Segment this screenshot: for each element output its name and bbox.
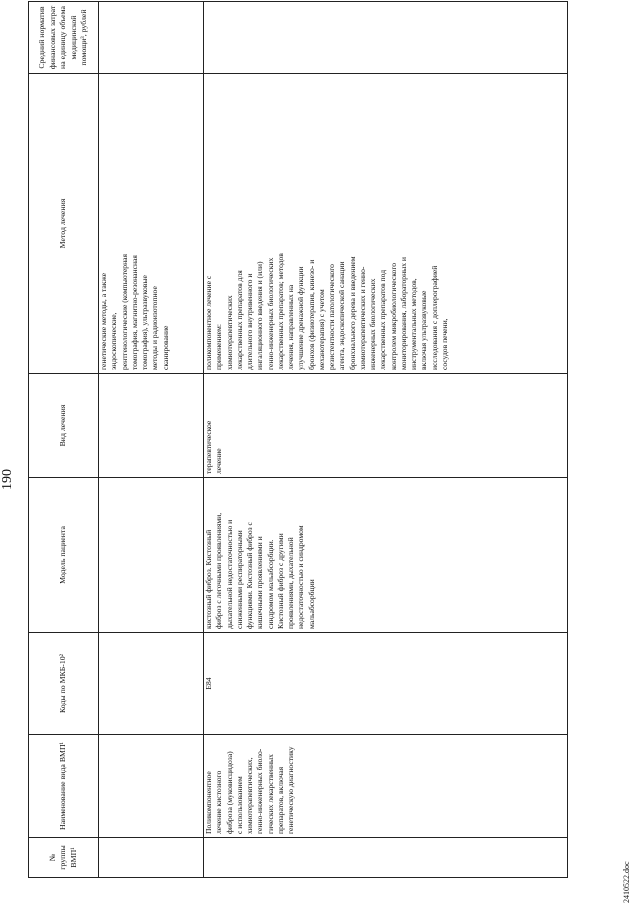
- text-line: фиброза (муковисцидоза): [224, 751, 234, 834]
- text-line: исследования с доплерографией: [429, 265, 439, 370]
- cell-treatment-type: [99, 374, 204, 478]
- cell-avg-cost: [204, 2, 568, 74]
- text-line: бронхиального дерева и введением: [347, 256, 357, 370]
- text-line: лечение кистозного: [214, 770, 224, 834]
- text-line: улучшение дренажной функции: [296, 266, 306, 370]
- vmp-table: [28, 1, 568, 878]
- cell-patient-model: [204, 478, 568, 633]
- text-line: Поликомпонентное: [204, 771, 213, 834]
- text-line: лечения, направленных на: [286, 284, 295, 370]
- header-avg-cost: Средний норматив финансовых затрат на единицу объема медицинской помощи³, рублей: [29, 2, 99, 74]
- header-treatment-method: Метод лечения: [29, 74, 99, 374]
- cell-group-no: [204, 838, 568, 878]
- text-line: синдромом мальабсорбции.: [265, 539, 275, 629]
- text-line: функциями. Кистозный фиброз с: [245, 522, 254, 629]
- text-line: контролем микробиологического: [388, 262, 398, 370]
- text-line: Кистозный фиброз с другими: [275, 533, 285, 629]
- text-line: длительного внутривенного и: [245, 273, 254, 370]
- text-line: агента, эндоскопической санации: [337, 261, 347, 370]
- text-line: лечение: [214, 448, 224, 474]
- cell-icd-codes: [99, 633, 204, 735]
- text-line: химиотерапевтических и генно-: [357, 266, 367, 370]
- table-row: [204, 2, 568, 878]
- text-line: рентгенологические (компьютерная: [119, 253, 129, 370]
- text-line: бронхов (физиотерапия, кинезо- и: [306, 259, 316, 370]
- cell-treatment-method: [99, 74, 204, 374]
- text-line: лекарственных препаратов; методов: [275, 253, 285, 370]
- text-line: включая ультразвуковые: [419, 290, 429, 370]
- cell-treatment-type: [204, 374, 568, 478]
- cell-patient-model: [99, 478, 204, 633]
- text-line: мальабсорбции: [306, 579, 316, 629]
- header-patient-model: Модель пациента: [29, 478, 99, 633]
- text-line: сниженными респираторными: [234, 530, 244, 629]
- text-line: инструментальных методов,: [409, 278, 418, 370]
- text-line: томография, магнитно-резонансная: [129, 255, 139, 370]
- text-line: инженерных биологических: [368, 278, 377, 370]
- text-line: генно-инженерных биоло-: [255, 748, 265, 834]
- table-row: [99, 2, 204, 878]
- text-line: применением:: [214, 324, 224, 370]
- text-line: сосудов печени,: [439, 318, 449, 370]
- cell-avg-cost: [99, 2, 204, 74]
- cell-vmp-name: [204, 735, 568, 838]
- page-number: 190: [0, 469, 15, 490]
- text-line: методы и радиоизотопное: [150, 286, 160, 370]
- cell-group-no: [99, 838, 204, 878]
- text-line: препаратов, включая: [275, 766, 285, 834]
- text-line: терапевтическое: [204, 420, 213, 474]
- text-line: проявлениями, дыхательной: [286, 537, 295, 629]
- footer-filename: 2410522.doc: [622, 861, 631, 903]
- text-line: с использованием: [234, 776, 244, 834]
- text-line: сканирование: [160, 325, 170, 370]
- text-line: дыхательной недостаточностью и: [224, 519, 234, 629]
- text-line: томография), ультразвуковые: [140, 275, 149, 370]
- text-line: лекарственных препаратов для: [234, 270, 244, 370]
- text-line: кистозный фиброз. Кистозный: [204, 529, 213, 629]
- text-line: кишечными проявлениями и: [255, 536, 265, 629]
- text-line: эндоскопические,: [109, 312, 119, 370]
- table-header-row: [29, 2, 99, 878]
- text-line: генно-инженерных биологических: [265, 257, 275, 370]
- text-line: фиброз с легочными проявлениями,: [214, 512, 224, 629]
- text-line: химиотерапевтических,: [245, 757, 254, 834]
- text-line: поликомпонентное лечение с: [204, 275, 213, 370]
- header-treatment-type: Вид лечения: [29, 374, 99, 478]
- header-icd-codes: Коды по МКБ-10²: [29, 633, 99, 735]
- header-vmp-name: Наименование вида ВМП¹: [29, 735, 99, 838]
- text-line: химиотерапевтических: [224, 295, 234, 370]
- text-line: недостаточностью и синдромом: [296, 525, 306, 629]
- text-line: генетические методы, а также: [99, 273, 108, 370]
- cell-vmp-name: [99, 735, 204, 838]
- text-line: гических лекарственных: [265, 754, 275, 834]
- text-line: лекарственных препаратов под: [378, 269, 388, 370]
- text-line: генетическую диагностику: [286, 746, 295, 834]
- text-line: резистентности патологического: [327, 264, 336, 370]
- text-line: ингаляционного введения и (или): [255, 261, 265, 370]
- text-line: механотерапия) с учетом: [316, 289, 326, 370]
- text-line: мониторирования, лабораторных и: [398, 256, 408, 370]
- cell-treatment-method: [204, 74, 568, 374]
- header-group-no: № группы ВМП¹: [29, 838, 99, 878]
- cell-icd-codes: E84: [204, 633, 568, 735]
